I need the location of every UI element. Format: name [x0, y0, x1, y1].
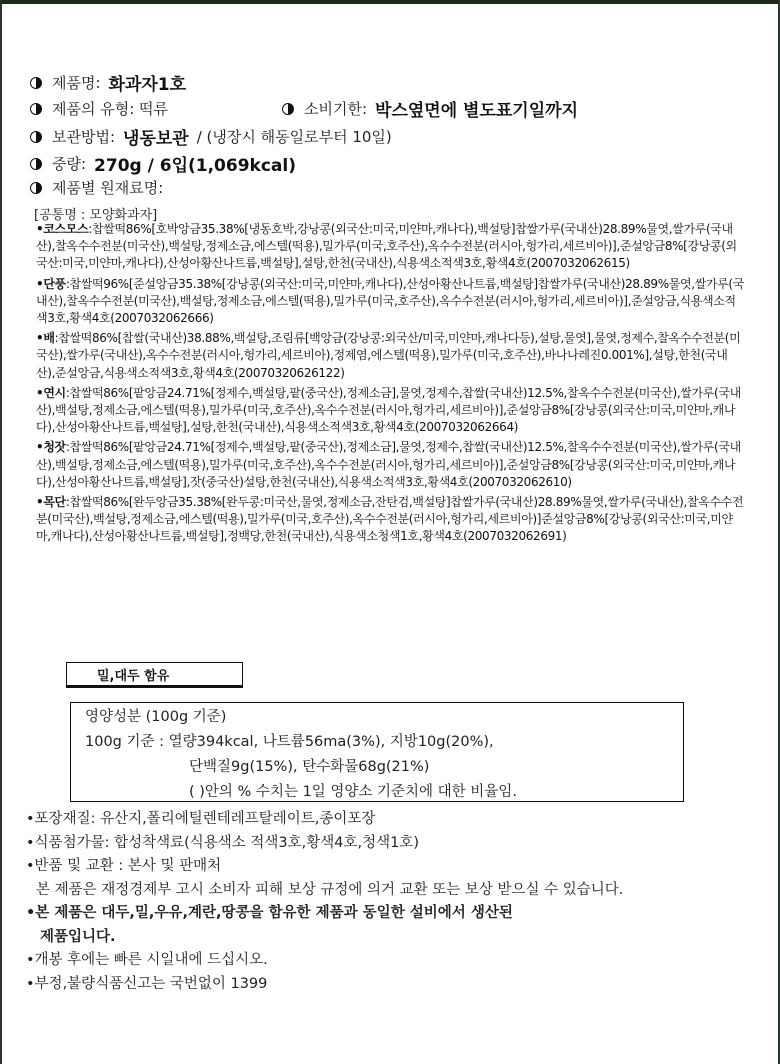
storage-label: 보관방법: [52, 128, 116, 146]
item-text: :찹쌀떡86%[완두앙금35.38%[완두콩:미국산,물엿,정제소금,잔탄검,백설탕]찹쌀가루(국내산)28.89%물엿,쌀가루(국내산),찰옥수수전분(미국산),백설탕,정제소금,에스텔(떡용),밀가루(미국,호주산),옥수수전분(러시아,헝가리,세르비아)]준설앙금8%[강낭콩(외국산:미국,미얀마,캐나다),산성아황산나트륨,백설탕],정백당,한천(국내산),식용색소청색1호,황색4호(2007032062691) [36, 495, 744, 544]
consume-line: •개봉 후에는 빠른 시일내에 드십시오. [26, 952, 268, 968]
weight-label: 중량: [52, 155, 87, 173]
half-circle-icon [30, 182, 42, 194]
item-name: •단풍 [36, 276, 66, 291]
list-item [36, 385, 744, 437]
item-name: •배 [36, 331, 55, 346]
ingredients-list [36, 221, 744, 549]
nutrition-line-1: 100g 기준 : 열량394kcal, 나트륨56ma(3%), 지방10g(20%), [85, 734, 494, 750]
expiry-value: 박스옆면에 별도표기일까지 [375, 101, 578, 121]
list-item [36, 439, 744, 491]
item-text: :찹쌀떡86%[팥앙금24.71%[정제수,백설탕,팥(중국산),정제소금],물엿,정제수,찹쌀(국내산)12.5%,찰옥수수전분(미국산),쌀가루(국내산),백설탕,정제소금,에스텔(떡용),밀가루(미국,호주산),옥수수전분(러시아,헝가리,세르비아)],준설앙금8%[강낭콩(외국산:미국,미얀마,캐나다),산성아황산나트륨,백설탕],설탕,한천(국내산),식용색소적색3호,황색4호(2007032062664) [36, 385, 741, 435]
half-circle-icon [30, 103, 42, 115]
item-text: :찹쌀떡86%[호박앙금35.38%[냉동호박,강낭콩(외국산:미국,미얀마,캐나다),백설탕]찹쌀가루(국내산)28.89%물엿,쌀가루(국내산),찰옥수수전분(미국산),백설탕,정제소금,에스텔(떡용),밀가루(미국,호주산),옥수수전분(러시아,헝가리,세르비아)],준설앙금8%[강낭콩(외국산:미국,미얀마,캐나다),산성아황산나트륨,백설탕],설탕,한천(국내산),식용색소적색3호,황색4호(2007032062615) [36, 222, 737, 271]
product-name-label: 제품명: [52, 74, 101, 92]
footer-notes [26, 808, 746, 996]
nutrition-title: 영양성분 (100g 기준) [85, 709, 227, 725]
half-circle-icon [30, 131, 42, 143]
storage-note: / (냉장시 해동일로부터 10일) [196, 128, 392, 146]
list-item [36, 276, 744, 328]
ingredients-label: 제품별 원재료명: [52, 179, 164, 197]
half-circle-icon [30, 77, 42, 89]
product-type-label: 제품의 유형: 떡류 [52, 100, 169, 118]
half-circle-icon [282, 103, 294, 115]
item-text: :찹쌀떡86%[찹쌀(국내산)38.88%,백설탕,조림류[백앙금(강낭콩:외국산/미국,미얀마,캐나다등),설탕,물엿],물엿,정제수,찰옥수수전분(미국산),쌀가루(국내산),옥수수전분(러시아,헝가리,세르비아),정제염,에스텔(떡용),밀가루(미국,호주산),바나나레진0.001%],설탕,한천(국내산),준설앙금,식용색소적색3호,황색4호(2007032062612​2) [36, 331, 741, 380]
ingredients-header-row [30, 177, 163, 198]
list-item [36, 221, 744, 273]
packaging-line: •포장재질: 유산지,폴리에틸렌테레프탈레이트,종이포장 [26, 811, 376, 827]
product-name-row [30, 70, 186, 95]
half-circle-icon [30, 158, 42, 170]
returns-detail: 본 제품은 재정경제부 고시 소비자 피해 보상 규정에 의거 교환 또는 보상 받으실 수 있습니다. [36, 881, 624, 898]
additives-line: •식품첨가물: 합성착색료(식용색소 적색3호,황색4호,청색1호) [26, 834, 420, 851]
storage-value: 냉동보관 [123, 129, 189, 149]
item-name: •목단 [36, 495, 66, 510]
common-name: [공통명 : 모양화과자] [34, 208, 158, 223]
product-type-row [30, 96, 578, 121]
item-name: •연시 [36, 385, 66, 400]
returns-line: •반품 및 교환 : 본사 및 판매처 [26, 858, 222, 874]
item-name: •청잣 [36, 440, 66, 455]
report-line: •부정,불량식품신고는 국번없이 1399 [26, 975, 268, 992]
weight-row [30, 151, 296, 176]
weight-value: 270g / 6입(1,069kcal) [94, 156, 296, 176]
nutrition-line-2: 단백질9g(15%), 탄수화물68g(21%) [189, 759, 430, 775]
list-item [36, 330, 744, 382]
top-border [0, 0, 780, 4]
facility-line-2: 제품입니다. [40, 928, 116, 945]
facility-line-1: •본 제품은 대두,밀,우유,계란,땅콩을 함유한 제품과 동일한 설비에서 생산된 [26, 905, 513, 921]
expiry-label: 소비기한: [304, 100, 368, 118]
nutrition-note: ( )안의 % 수치는 1일 영양소 기준치에 대한 비율임. [189, 784, 517, 800]
storage-row [30, 124, 392, 149]
product-name-value: 화과자1호 [108, 75, 187, 95]
nutrition-panel [70, 702, 684, 802]
item-name: •코스모스 [36, 222, 89, 236]
allergen-label: 밀,대두 함유 [97, 668, 170, 684]
list-item [36, 494, 744, 546]
item-text: :찹쌀떡96%[준설앙금35.38%[강낭콩(외국산:미국,미얀마,캐나다),산성아황산나트륨,백설탕]찹쌀가루(국내산)28.89%물엿,쌀가루(국내산),찰옥수수전분(미국산),백설탕,정제소금,에스텔(떡용),밀가루(미국,호주산),옥수수전분(러시아,헝가리,세르비아)],준설앙금,식용색소적색3호,황색4호(2007032062666) [36, 276, 745, 326]
item-text: :찹쌀떡86%[팥앙금24.71%[정제수,백설탕,팥(중국산),정제소금],물엿,정제수,찹쌀(국내산)12.5%,찰옥수수전분(미국산),쌀가루(국내산),백설탕,정제소금,에스텔(떡용),밀가루(미국,호주산),옥수수전분(러시아,헝가리,세르비아)],준설앙금8%[강낭콩(외국산:미국,미얀마,캐나다),산성아황산나트륨,백설탕],잣(중국산)설탕,한천(국내산),식용색소적색3호,황색4호(2007032062610) [36, 440, 741, 489]
left-border [0, 0, 2, 1064]
allergen-badge [66, 662, 243, 688]
